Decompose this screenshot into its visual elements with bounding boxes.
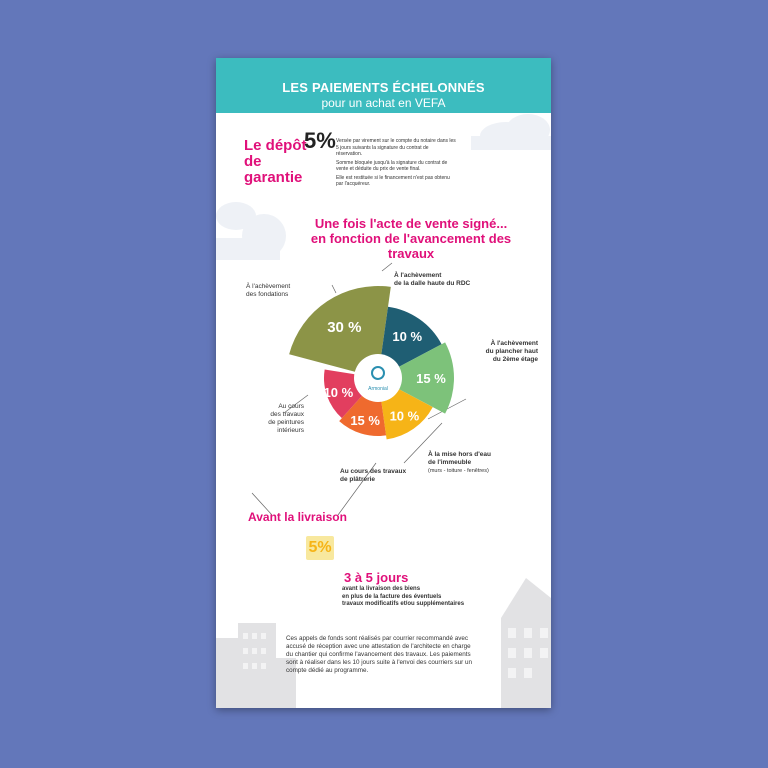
livraison-description [342,586,522,609]
header-title: LES PAIEMENTS ÉCHELONNÉS [282,80,485,95]
label-plancher-3: du 2ème étage [492,356,538,363]
label-platrerie-2: de plâtrerie [340,476,376,483]
depot-title-line2: de garantie [244,153,303,186]
section-title-line2: en fonction de l'avancement des travaux [310,231,512,261]
label-hors-eau-detail: (murs - toiture - fenêtres) [428,468,489,474]
depot-percent: 5% [304,128,336,153]
pie-slice-label: 15 % [416,371,446,386]
depot-text-1: Versée par virement sur le compte du notaire dans les 5 jours suivants la signature du contrat de réservation. [336,138,456,157]
label-dalle-1: À l'achèvement [394,272,442,279]
pie-slice-label: 10 % [389,408,420,424]
label-peintures-2: des travaux [270,411,304,418]
pie-slice-label: 10 % [392,329,423,345]
livraison-line2: en plus de la facture des éventuels [342,593,442,600]
label-plancher-1: À l'achèvement [490,340,538,347]
pie-slice-label: 10 % [323,385,354,401]
label-hors-eau-2: de l'immeuble [428,459,472,466]
depot-description [336,138,456,190]
livraison-jours: 3 à 5 jours [344,570,409,585]
section-title-line1: Une fois l'acte de vente signé... [314,216,508,231]
label-fondations-2: des fondations [246,291,289,298]
pie-slice-label: 30 % [327,319,362,337]
label-plancher [468,340,538,364]
livraison-line3: travaux modificatifs et/ou supplémentaires [342,601,465,607]
livraison-line1: avant la livraison des biens [342,586,421,592]
label-fondations [246,283,290,299]
cloud-icon [471,114,551,150]
label-peintures-4: intérieurs [277,427,304,434]
depot-title-line1: Le dépôt [244,137,307,154]
label-peintures-1: Au cours [278,403,304,410]
label-fondations-1: À l'achèvement [246,283,291,290]
depot-text-3: Elle est restituée si le financement n'est pas obtenu par l'acquéreur. [336,174,450,187]
label-platrerie [340,468,406,484]
livraison-percent-box [306,536,334,560]
label-dalle [394,272,470,288]
pie-slice-label: 15 % [350,413,380,429]
header-subtitle: pour un achat en VEFA [321,96,446,110]
label-platrerie-1: Au cours des travaux [340,468,407,475]
footer-text: Ces appels de fonds sont réalisés par courrier recommandé avec accusé de réception avec une attestation de l'architecte en charge du chantier qui confirme l'avancement des travaux. Les paiements sont à réaliser dans les 10 jours suite à l'envoi des courriers sur un compte dédié au programme. [286,635,473,674]
label-plancher-2: du plancher haut [485,348,538,355]
label-peintures-3: de peintures [268,419,304,426]
cloud-icon [216,202,286,260]
logo-text: Armonial [368,386,388,392]
label-hors-eau-1: À la mise hors d'eau [428,451,491,458]
livraison-percent: 5% [308,539,332,556]
livraison-title: Avant la livraison [248,510,347,524]
depot-text-2: Somme bloquée jusqu'à la signature du contrat de vente et déduite du prix de vente final. [336,159,448,172]
label-dalle-2: de la dalle haute du RDC [394,280,471,287]
label-hors-eau [428,451,491,475]
infographic-poster [216,58,551,708]
label-peintures [246,403,304,435]
